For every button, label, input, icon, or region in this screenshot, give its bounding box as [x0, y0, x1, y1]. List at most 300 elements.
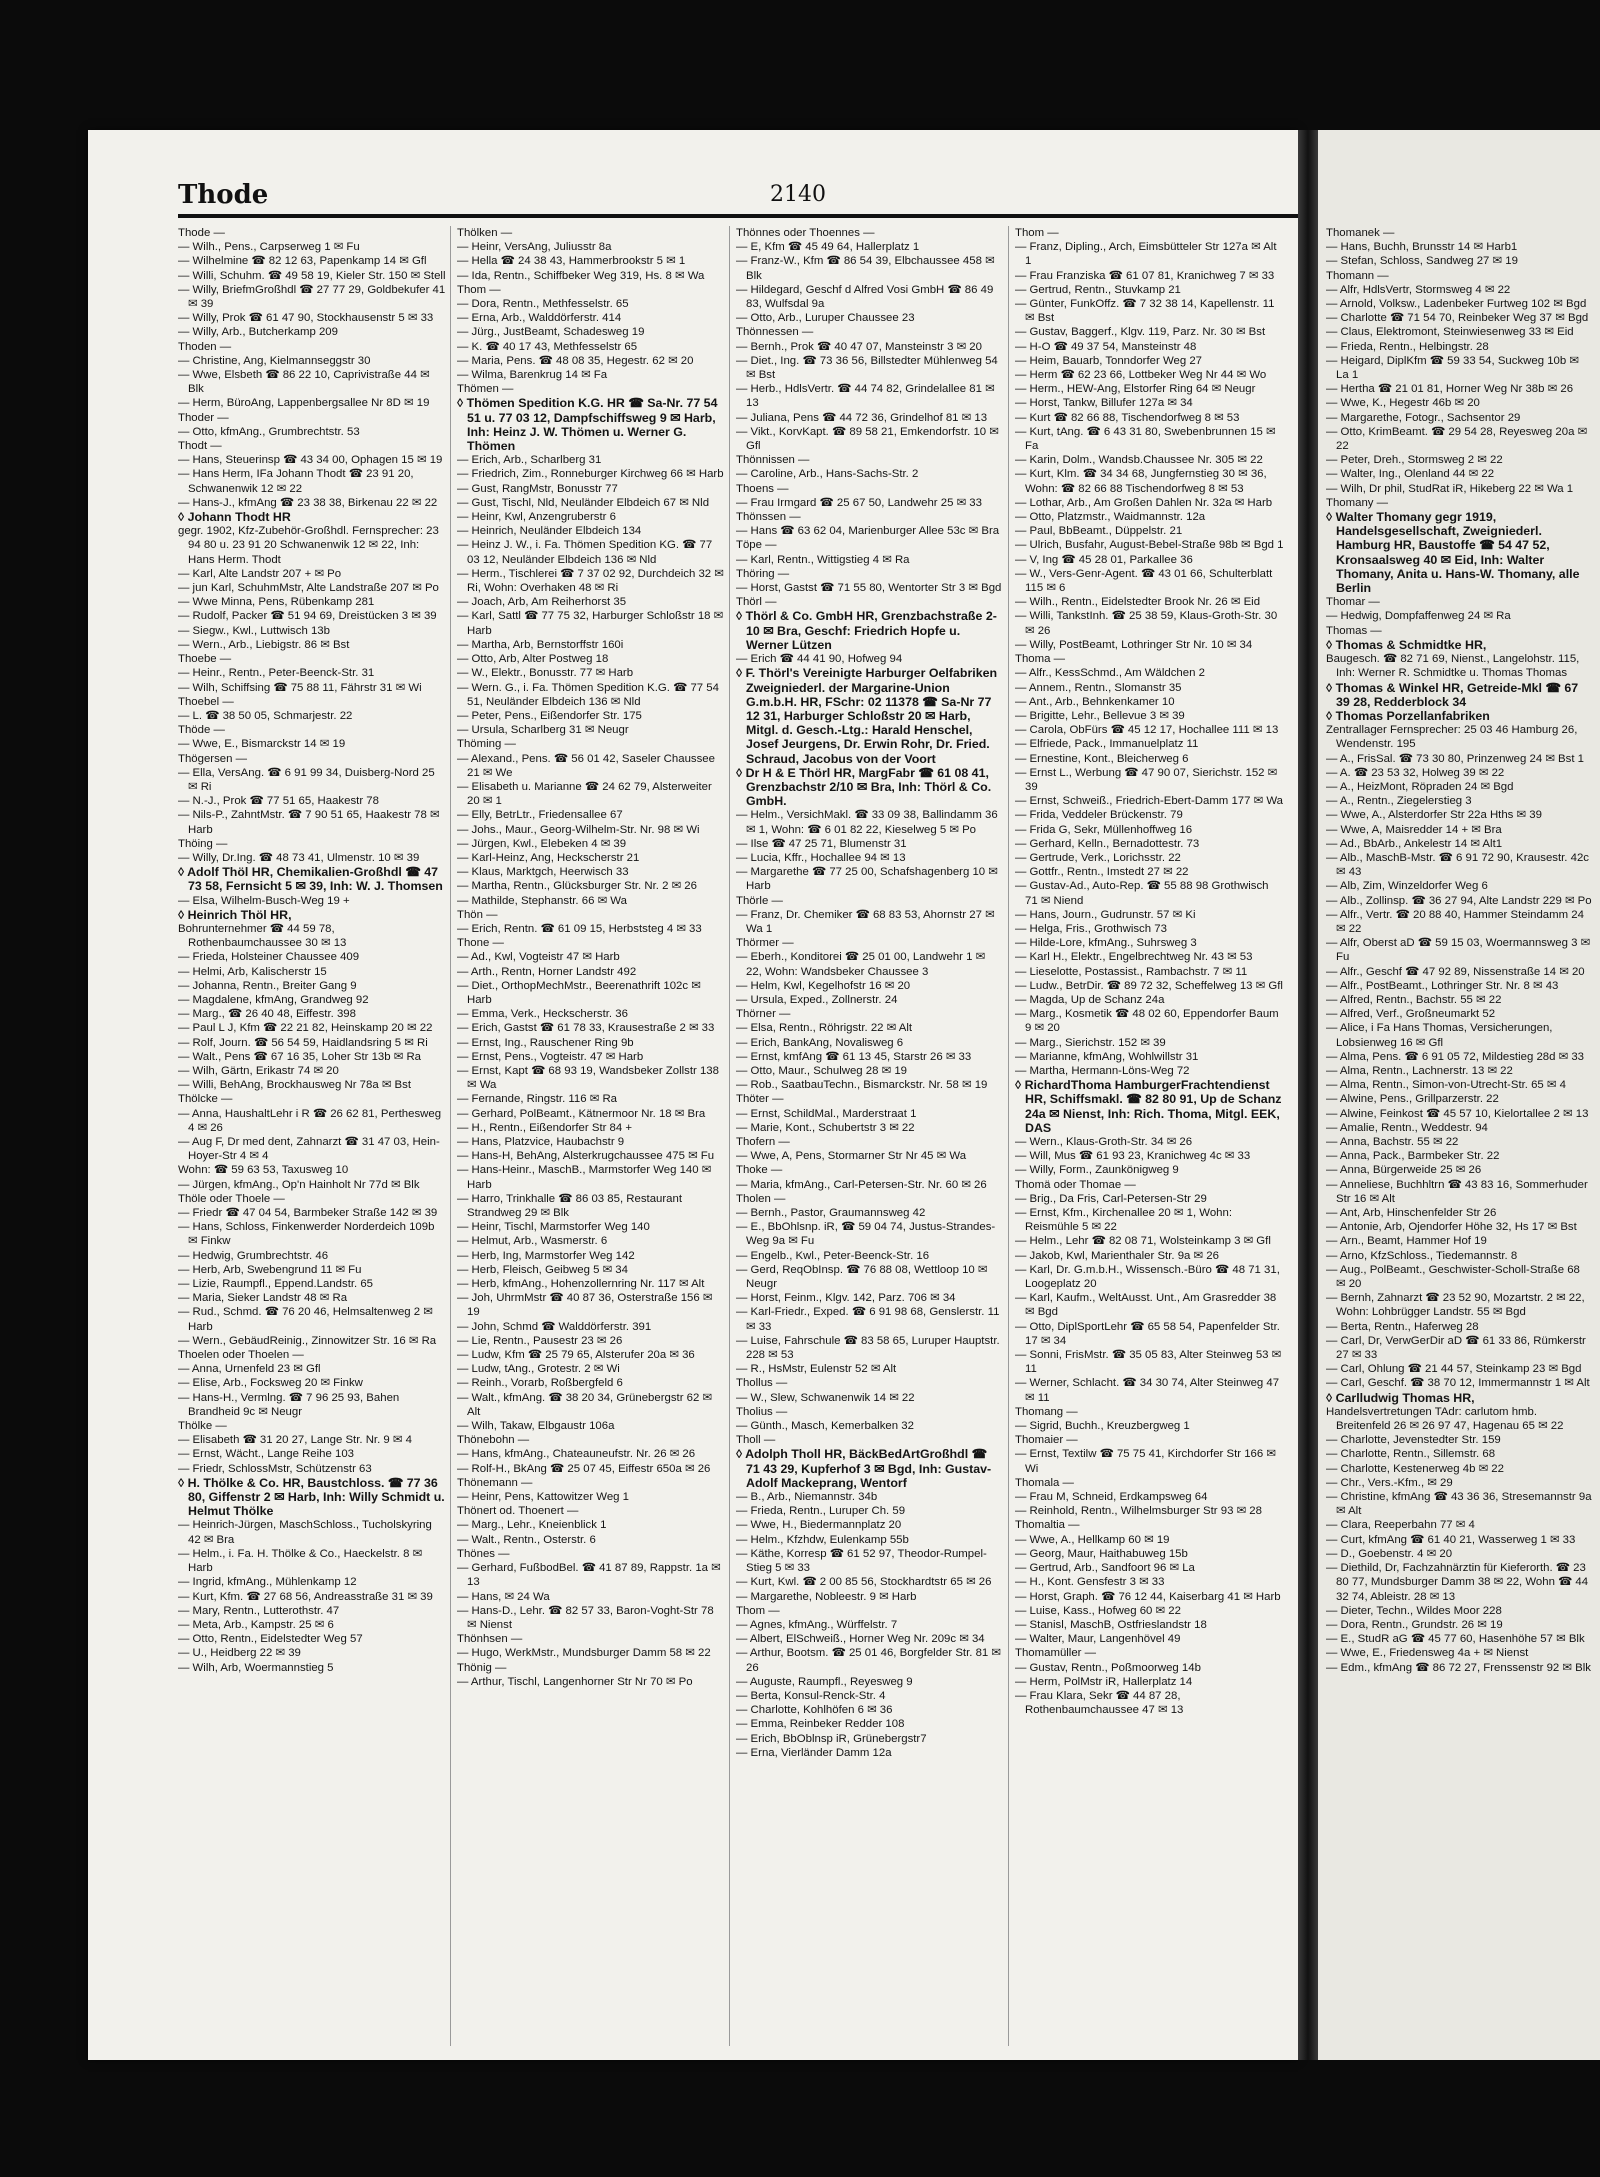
directory-entry: — Lie, Rentn., Pausestr 23 ✉ 26 [457, 1334, 623, 1347]
directory-entry: — Maria, Sieker Landstr 48 ✉ Ra [178, 1292, 348, 1305]
directory-entry: — Kurt, Kwl. ☎ 2 00 85 56, Stockhardtstr 65 ✉ 26 [736, 1576, 992, 1589]
directory-entry: — Fernande, Ringstr. 116 ✉ Ra [457, 1093, 618, 1106]
directory-entry: — Elisabeth ☎ 31 20 27, Lange Str. Nr. 9 ✉ 4 [178, 1434, 412, 1447]
directory-entry: Thomang — [1015, 1405, 1078, 1418]
directory-entry: — Rud., Schmd. ☎ 76 20 46, Helmsaltenweg 2 ✉ Harb [178, 1306, 433, 1333]
directory-entry: — Paul L J, Kfm ☎ 22 21 82, Heinskamp 20 ✉ 22 [178, 1022, 433, 1035]
directory-entry: — Wern. G., i. Fa. Thömen Spedition K.G. ☎ 77 54 51, Neuländer Elbdeich 136 ✉ Nld [457, 681, 719, 708]
directory-entry: — Ludw, Kfm ☎ 25 79 65, Alsterufer 20a ✉ 36 [457, 1349, 695, 1362]
directory-entry: — Wwe, E., Friedensweg 4a + ✉ Nienst [1326, 1647, 1529, 1660]
facing-page [1318, 130, 1600, 2060]
directory-entry: — Ernst, Ing., Rauschener Ring 9b [457, 1036, 634, 1049]
directory-entry: — Heinr., Rentn., Peter-Beenck-Str. 31 [178, 667, 375, 680]
directory-entry: — Dora, Rentn., Grundstr. 26 ✉ 19 [1326, 1618, 1503, 1631]
directory-entry: ◊ Thörl & Co. GmbH HR, Grenzbachstraße 2-10 ✉ Bra, Geschf: Friedrich Hopfe u. Werner Lützen [736, 609, 997, 652]
directory-entry: Thöle oder Thoele — [178, 1192, 285, 1205]
directory-entry: — jun Karl, SchuhmMstr, Alte Landstraße 207 ✉ Po [178, 582, 439, 595]
directory-entry: Thönebohn — [457, 1434, 530, 1447]
directory-entry: — Marg., ☎ 26 40 48, Eiffestr. 398 [178, 1008, 356, 1021]
directory-entry: — W., Vers-Genr-Agent. ☎ 43 01 66, Schulterblatt 115 ✉ 6 [1015, 567, 1273, 595]
directory-entry: — Erich, Arb., Scharlberg 31 [457, 454, 602, 467]
directory-entry: — Magda, Up de Schanz 24a [1015, 993, 1165, 1006]
directory-entry: — Hans ☎ 63 62 04, Marienburger Allee 53c ✉ Bra [736, 525, 1000, 538]
directory-entry: — Walt., kfmAng. ☎ 38 20 34, Grünebergstr 62 ✉ Alt [457, 1391, 713, 1418]
directory-entry: — Johanna, Rentn., Breiter Gang 9 [178, 979, 357, 992]
directory-entry: ◊ RichardThoma HamburgerFrachtendienst HR, Schiffsmakl. ☎ 82 80 91, Up de Schanz 24a ✉ Nienst, Inh: Rich. Thoma, Mitgl. EEK, DAS [1015, 1078, 1282, 1135]
directory-entry: — Alfr., Geschf ☎ 47 92 89, Nissenstraße 14 ✉ 20 [1326, 965, 1585, 978]
directory-entry: — Otto, Arb, Alter Postweg 18 [457, 653, 609, 666]
directory-entry: — Annem., Rentn., Slomanstr 35 [1015, 681, 1182, 694]
directory-entry: — Christine, kfmAng ☎ 43 36 36, Stresemannstr 9a ✉ Alt [1326, 1491, 1592, 1518]
directory-entry: Thomamüller — [1015, 1647, 1097, 1660]
directory-entry: ◊ Adolf Thöl HR, Chemikalien-Großhdl ☎ 47 73 58, Fernsicht 5 ✉ 39, Inh: W. J. Thomsen [178, 865, 443, 894]
directory-entry: — Ernst, Kfm., Kirchenallee 20 ✉ 1, Wohn: Reismühle 5 ✉ 22 [1015, 1207, 1232, 1234]
directory-entry: — Hella ☎ 24 38 43, Hammerbrookstr 5 ✉ 1 [457, 255, 686, 268]
directory-entry: — Berta, Konsul-Renck-Str. 4 [736, 1689, 886, 1702]
directory-entry: — Gertrud, Rentn., Stuvkamp 21 [1015, 283, 1181, 296]
directory-entry: — Elly, BetrLtr., Friedensallee 67 [457, 809, 623, 822]
directory-entry: — Mary, Rentn., Lutterothstr. 47 [178, 1604, 340, 1617]
directory-entry: — Otto, kfmAng., Grumbrechtstr. 53 [178, 425, 360, 438]
directory-entry: — Heinr, VersAng, Juliusstr 8a [457, 241, 612, 254]
directory-entry: — Harro, Trinkhalle ☎ 86 03 85, Restaurant Strandweg 29 ✉ Blk [457, 1192, 683, 1220]
directory-entry: Thömen — [457, 383, 514, 396]
directory-entry: — Johs., Maur., Georg-Wilhelm-Str. Nr. 98 ✉ Wi [457, 823, 700, 836]
directory-entry: — Helm., Lehr ☎ 82 08 71, Wolsteinkamp 3 ✉ Gfl [1015, 1235, 1271, 1248]
directory-entry: — Martha, Arb, Bernstorffstr 160i [457, 638, 624, 651]
directory-entry: Thomar — [1326, 596, 1380, 609]
directory-entry: Tholen — [736, 1192, 786, 1205]
directory-entry: — Helga, Fris., Grothwisch 73 [1015, 922, 1167, 935]
directory-entry: — Albert, ElSchweiß., Horner Weg Nr. 209c ✉ 34 [736, 1633, 985, 1646]
directory-entry: — Elsa, Rentn., Röhrigstr. 22 ✉ Alt [736, 1022, 913, 1035]
directory-entry: — U., Heidberg 22 ✉ 39 [178, 1647, 301, 1660]
directory-entry: — V, Ing ☎ 45 28 01, Parkallee 36 [1015, 553, 1193, 566]
directory-entry: — Margarethe, Nobleestr. 9 ✉ Harb [736, 1590, 917, 1603]
directory-column-4 [1015, 226, 1288, 2046]
directory-entry: ◊ F. Thörl's Vereinigte Harburger Oelfabriken Zweigniederl. der Margarine-Union G.m.b.H. HR, FSchr: 02 11378 ☎ Sa-Nr 77 12 31, Harburger Schloßstr 20 ✉ Harb, Mitgl. d. Gesch.-Ltg.: Harald Henschel, Josef Jeurgens, Dr. Erwin Rohr, Dr. Fried. Schraud, Jacobus von der Voort [736, 666, 998, 766]
directory-entry: — Diethild, Dr, Fachzahnärztin für Kieferorth. ☎ 23 80 77, Mundsburger Damm 38 ✉ 22, Wohn ☎ 44 32 74, Ableistr. 28 ✉ 13 [1326, 1562, 1589, 1603]
directory-entry: — Ulrich, Busfahr, August-Bebel-Straße 98b ✉ Bgd 1 [1015, 539, 1284, 552]
directory-entry: Thögersen — [178, 752, 248, 765]
directory-entry: — Erich, BbOblnsp iR, Grünebergstr7 [736, 1732, 927, 1745]
directory-entry: — Curt, kfmAng ☎ 61 40 21, Wasserweg 1 ✉ 33 [1326, 1533, 1576, 1546]
directory-entry: ◊ Dr H & E Thörl HR, MargFabr ☎ 61 08 41, Grenzbachstr 2/10 ✉ Bra, Inh: Thörl & Co. GmbH. [736, 765, 992, 809]
directory-entry: — Kurt, tAng. ☎ 6 43 31 80, Swebenbrunnen 15 ✉ Fa [1015, 425, 1276, 453]
directory-entry: — Anneliese, Buchhltrn ☎ 43 83 16, Sommerhuder Str 16 ✉ Alt [1326, 1178, 1588, 1205]
directory-entry: — Alfr, Oberst aD ☎ 59 15 03, Woermannsweg 3 ✉ Fu [1326, 937, 1591, 964]
directory-entry: Thöming — [457, 738, 516, 751]
directory-entry: Thom — [457, 283, 501, 296]
directory-entry: — H., Rentn., Eißendorfer Str 84 + [457, 1121, 633, 1134]
directory-entry: — Otto, DiplSportLehr ☎ 65 58 54, Papenfelder Str. 17 ✉ 34 [1015, 1320, 1280, 1347]
directory-entry: — Kurt, Kfm. ☎ 27 68 56, Andreasstraße 31 ✉ 39 [178, 1590, 433, 1603]
directory-entry: — Franz-W., Kfm ☎ 86 54 39, Elbchaussee 458 ✉ Blk [736, 255, 995, 282]
directory-entry: — Rolf-H., BkAng ☎ 25 07 45, Eiffestr 650a ✉ 26 [457, 1462, 711, 1475]
directory-entry: — Ursula, Scharlberg 31 ✉ Neugr [457, 724, 629, 737]
directory-entry: — Carl, Ohlung ☎ 21 44 57, Steinkamp 23 ✉ Bgd [1326, 1363, 1582, 1376]
directory-entry: — Charlotte, Jevenstedter Str. 159 [1326, 1434, 1501, 1447]
directory-entry: Thode — [178, 227, 225, 239]
directory-entry: — Gertrud, Arb., Sandfoort 96 ✉ La [1015, 1562, 1195, 1575]
directory-entry: Thone — [457, 937, 504, 950]
directory-entry: Thörle — [736, 894, 783, 907]
directory-entry: — Alfr., KessSchmd., Am Wäldchen 2 [1015, 667, 1205, 680]
directory-entry: — Willy, Dr.Ing. ☎ 48 73 41, Ulmenstr. 10 ✉ 39 [178, 851, 420, 864]
directory-entry: Thöing — [178, 837, 228, 850]
directory-entry: Bohrunternehmer ☎ 44 59 78, Rothenbaumchaussee 30 ✉ 13 [178, 922, 347, 950]
directory-entry: Thoebe — [178, 653, 232, 666]
directory-entry: — Anna, Urnenfeld 23 ✉ Gfl [178, 1363, 321, 1376]
directory-entry: — Anna, Pack., Barmbeker Str. 22 [1326, 1150, 1500, 1163]
directory-entry: — Bernh, Zahnarzt ☎ 23 52 90, Mozartstr. 2 ✉ 22, Wohn: Lohbrügger Landstr. 55 ✉ Bgd [1326, 1292, 1585, 1319]
directory-entry: — Karin, Dolm., Wandsb.Chaussee Nr. 305 ✉ 22 [1015, 454, 1263, 467]
directory-entry: — Willy, PostBeamt, Lothringer Str Nr. 10 ✉ 34 [1015, 638, 1253, 651]
directory-entry: — Horst, Tankw, Billufer 127a ✉ 34 [1015, 397, 1193, 410]
directory-entry: — Brigitte, Lehr., Bellevue 3 ✉ 39 [1015, 709, 1185, 722]
directory-entry: Baugesch. ☎ 82 71 69, Nienst., Langelohstr. 115, Inh: Werner R. Schmidtke u. Thomas Thomas [1326, 653, 1580, 680]
directory-entry: — Frieda, Rentn., Helbingstr. 28 [1326, 340, 1489, 353]
directory-entry: — Elise, Arb., Focksweg 20 ✉ Finkw [178, 1377, 363, 1390]
directory-entry: — Aug., PolBeamt., Geschwister-Scholl-Straße 68 ✉ 20 [1326, 1263, 1580, 1291]
directory-entry: — Kurt ☎ 82 66 88, Tischendorfweg 8 ✉ 53 [1015, 411, 1240, 424]
directory-entry: — Wern., GebäudReinig., Zinnowitzer Str. 16 ✉ Ra [178, 1334, 437, 1347]
directory-entry: — Heinr, Tischl, Marmstorfer Weg 140 [457, 1221, 650, 1234]
directory-entry: — Herm ☎ 62 23 66, Lottbeker Weg Nr 44 ✉ Wo [1015, 369, 1267, 382]
directory-entry: — Alfr, HdlsVertr, Stormsweg 4 ✉ 22 [1326, 283, 1511, 296]
directory-entry: — Ernst, kmfAng ☎ 61 13 45, Starstr 26 ✉ 33 [736, 1050, 972, 1063]
directory-entry: — Frau Franziska ☎ 61 07 81, Kranichweg 7 ✉ 33 [1015, 269, 1275, 282]
directory-entry: — Hertha ☎ 21 01 81, Horner Weg Nr 38b ✉ 26 [1326, 383, 1574, 396]
directory-entry: — Jakob, Kwl, Marienthaler Str. 9a ✉ 26 [1015, 1249, 1219, 1262]
directory-entry: Thoelen oder Thoelen — [178, 1349, 304, 1362]
directory-entry: — Friedr, SchlossMstr, Schützenstr 63 [178, 1462, 372, 1475]
directory-page [88, 130, 1298, 2060]
directory-entry: ◊ Johann Thodt HR [178, 510, 291, 525]
directory-entry: ◊ Thomas Porzellanfabriken [1326, 708, 1490, 723]
directory-entry: — Emma, Verk., Heckscherstr. 36 [457, 1008, 628, 1021]
directory-entry: — Alma, Pens. ☎ 6 91 05 72, Mildestieg 28d ✉ 33 [1326, 1050, 1585, 1063]
directory-entry: — Hildegard, Geschf d Alfred Vosi GmbH ☎ 86 49 83, Wulfsdal 9a [736, 283, 994, 311]
directory-entry: — Gerhard, PolBeamt., Kätnermoor Nr. 18 ✉ Bra [457, 1107, 706, 1120]
directory-entry: — Heinrich, Neuländer Elbdeich 134 [457, 525, 642, 538]
directory-entry: — Rob., SaatbauTechn., Bismarckstr. Nr. 58 ✉ 19 [736, 1079, 988, 1092]
directory-entry: Thönert od. Thoenert — [457, 1505, 579, 1518]
directory-entry: — Ant., Arb., Behnkenkamer 10 [1015, 695, 1175, 708]
directory-entry: — Gottfr., Rentn., Imstedt 27 ✉ 22 [1015, 866, 1189, 879]
directory-entry: — Wern., Klaus-Groth-Str. 34 ✉ 26 [1015, 1136, 1193, 1148]
directory-entry: — Margarethe ☎ 77 25 00, Schafshagenberg 10 ✉ Harb [736, 866, 998, 893]
directory-entry: — W., Elektr., Bonusstr. 77 ✉ Harb [457, 667, 634, 680]
directory-entry: — Wwe, E., Bismarckstr 14 ✉ 19 [178, 738, 346, 751]
directory-entry: — Günth., Masch, Kemerbalken 32 [736, 1420, 914, 1433]
directory-entry: — Karl, Dr. G.m.b.H., Wissensch.-Büro ☎ 48 71 31, Loogeplatz 20 [1015, 1263, 1280, 1291]
directory-entry: — Arnold, Volksw., Ladenbeker Furtweg 102 ✉ Bgd [1326, 298, 1587, 311]
directory-entry: — Helm., VersichMakl. ☎ 33 09 38, Ballindamm 36 ✉ 1, Wohn: ☎ 6 01 82 22, Kieselweg 5 ✉ Po [736, 809, 998, 836]
directory-entry: Thomany — [1326, 496, 1389, 509]
directory-entry: — Margarethe, Fotogr., Sachsentor 29 [1326, 411, 1521, 424]
directory-entry: — Wwe, H., Biedermannplatz 20 [736, 1519, 902, 1532]
book-gutter [1298, 130, 1318, 2060]
directory-entry: Thoens — [736, 482, 789, 495]
directory-entry: ◊ Walter Thomany gegr 1919, Handelsgesellschaft, Zweigniederl. Hamburg HR, Baustoffe ☎ 54 47 52, Kronsaalsweg 40 ✉ Eid, Inh: Walter Thomany, Anita u. Hans-W. Thomany, alle Berlin [1326, 510, 1580, 596]
directory-entry: Zentrallager Fernsprecher: 25 03 46 Hamburg 26, Wendenstr. 195 [1326, 724, 1578, 751]
directory-entry: — Karl-Friedr., Exped. ☎ 6 91 98 68, Genslerstr. 11 ✉ 33 [736, 1306, 1000, 1333]
directory-entry: — Alb., MaschB-Mstr. ☎ 6 91 72 90, Krausestr. 42c ✉ 43 [1326, 851, 1589, 879]
directory-entry: Thönnes oder Thoennes — [736, 227, 875, 239]
directory-entry: — Sonni, FrisMstr. ☎ 35 05 83, Alter Steinweg 53 ✉ 11 [1015, 1349, 1282, 1376]
directory-entry: — Marianne, kfmAng, Wohlwillstr 31 [1015, 1050, 1199, 1063]
directory-entry: — Chr., Vers.-Kfm., ✉ 29 [1326, 1476, 1453, 1489]
directory-entry: — Otto, KrimBeamt. ☎ 29 54 28, Reyesweg 20a ✉ 22 [1326, 425, 1588, 453]
directory-entry: — Hedwig, Grumbrechtstr. 46 [178, 1249, 329, 1262]
directory-entry: — Gustav, Rentn., Poßmoorweg 14b [1015, 1661, 1201, 1674]
directory-entry: — Gustav-Ad., Auto-Rep. ☎ 55 88 98 Grothwisch 71 ✉ Niend [1015, 880, 1269, 907]
directory-entry: — Günter, FunkOffz. ☎ 7 32 38 14, Kapellenstr. 11 ✉ Bst [1015, 298, 1275, 325]
directory-entry: — Stefan, Schloss, Sandweg 27 ✉ 19 [1326, 255, 1518, 268]
directory-entry: — Ludw, tAng., Grotestr. 2 ✉ Wi [457, 1363, 620, 1376]
directory-entry: — Magdalene, kfmAng, Grandweg 92 [178, 993, 369, 1006]
facing-page-column [1326, 226, 1596, 2046]
directory-entry: — Elisabeth u. Marianne ☎ 24 62 79, Alsterweiter 20 ✉ 1 [457, 780, 712, 808]
directory-entry: — Heinr, Pens, Kattowitzer Weg 1 [457, 1491, 629, 1504]
directory-entry: — Wilh, Schiffsing ☎ 75 88 11, Fährstr 31 ✉ Wi [178, 681, 422, 694]
directory-entry: — Otto, Rentn., Eidelstedter Weg 57 [178, 1633, 363, 1646]
directory-entry: — Jürgen, kfmAng., Op'n Hainholt Nr 77d ✉ Blk [178, 1178, 420, 1191]
directory-entry: — Ernst, Textilw ☎ 75 75 41, Kirchdorfer Str 166 ✉ Wi [1015, 1448, 1276, 1475]
directory-entry: — D., Goebenstr. 4 ✉ 20 [1326, 1547, 1453, 1560]
directory-entry: Thomaier — [1015, 1434, 1078, 1447]
directory-entry: — Franz, Dipling., Arch, Eimsbütteler Str 127a ✉ Alt 1 [1015, 241, 1277, 268]
directory-entry: — Wilh., Pens., Carpserweg 1 ✉ Fu [178, 241, 360, 254]
directory-entry: — Horst, Feinm., Klgv. 142, Parz. 706 ✉ 34 [736, 1292, 956, 1305]
directory-entry: — Ernst, Kapt ☎ 68 93 19, Wandsbeker Zollstr 138 ✉ Wa [457, 1064, 719, 1092]
directory-columns [178, 226, 1298, 2046]
directory-entry: — Willy, BriefmGroßhdl ☎ 27 77 29, Goldbekufer 41 ✉ 39 [178, 283, 446, 311]
directory-entry: — Otto, Maur., Schulweg 28 ✉ 19 [736, 1064, 907, 1077]
directory-entry: Thomä oder Thomae — [1015, 1178, 1136, 1191]
directory-entry: — Heim, Bauarb, Tonndorfer Weg 27 [1015, 354, 1202, 367]
directory-entry: — Reinhold, Rentn., Wilhelmsburger Str 93 ✉ 28 [1015, 1505, 1262, 1518]
directory-entry: — Hans, kfmAng., Chateauneufstr. Nr. 26 ✉ 26 [457, 1448, 696, 1461]
directory-entry: — Frida, Veddeler Brückenstr. 79 [1015, 809, 1183, 822]
directory-entry: Tholius — [736, 1405, 788, 1418]
directory-entry: — Ad., Kwl, Vogteistr 47 ✉ Harb [457, 951, 620, 964]
directory-entry: — Gerhard, FußbodBel. ☎ 41 87 89, Rappstr. 1a ✉ 13 [457, 1562, 721, 1589]
directory-entry: — Caroline, Arb., Hans-Sachs-Str. 2 [736, 468, 919, 481]
directory-entry: — Karl H., Elektr., Engelbrechtweg Nr. 43 ✉ 53 [1015, 951, 1253, 964]
directory-entry: — Alfr., PostBeamt., Lothringer Str. Nr. 8 ✉ 43 [1326, 979, 1559, 992]
directory-entry: — Horst, Graph. ☎ 76 12 44, Kaiserbarg 41 ✉ Harb [1015, 1590, 1281, 1603]
directory-entry: — Walt., Pens ☎ 67 16 35, Loher Str 13b ✉ Ra [178, 1050, 422, 1063]
directory-entry: — Anna, Bürgerweide 25 ✉ 26 [1326, 1164, 1482, 1177]
directory-entry: — E., BbOhlsnp. iR, ☎ 59 04 74, Justus-Strandes-Weg 9a ✉ Fu [736, 1221, 996, 1248]
directory-entry: — Charlotte, Rentn., Sillemstr. 68 [1326, 1448, 1496, 1461]
directory-entry: — Hans, Steuerinsp ☎ 43 34 00, Ophagen 15 ✉ 19 [178, 454, 443, 467]
directory-entry: — Arthur, Bootsm. ☎ 25 01 46, Borgfelder Str. 81 ✉ 26 [736, 1647, 1001, 1674]
directory-entry: gegr. 1902, Kfz-Zubehör-Großhdl. Fernsprecher: 23 94 80 u. 23 91 20 Schwanenwik 12 ✉ 22, Inh: Hans Herm. Thodt [178, 525, 439, 566]
directory-entry: — Arthur, Tischl, Langenhorner Str Nr 70 ✉ Po [457, 1675, 693, 1688]
directory-entry: Thönssen — [736, 511, 801, 524]
directory-entry: — Erna, Arb., Walddörferstr. 414 [457, 312, 622, 325]
directory-entry: — Erich, Gastst ☎ 61 78 33, Krausestraße 2 ✉ 33 [457, 1022, 715, 1035]
directory-entry: — Herb, Arb, Swebengrund 11 ✉ Fu [178, 1263, 362, 1276]
directory-entry: — Wern., Arb., Liebigstr. 86 ✉ Bst [178, 638, 350, 651]
directory-entry: — Ludw., BetrDir. ☎ 89 72 32, Scheffelweg 13 ✉ Gfl [1015, 979, 1283, 992]
directory-entry: — Alice, i Fa Hans Thomas, Versicherungen, Lobsienweg 16 ✉ Gfl [1326, 1022, 1553, 1049]
header-rule [178, 214, 1298, 218]
directory-entry: — Herm., Tischlerei ☎ 7 37 02 92, Durchdeich 32 ✉ Ri, Wohn: Overhaken 48 ✉ Ri [457, 567, 724, 595]
directory-entry: — Mathilde, Stephanstr. 66 ✉ Wa [457, 894, 627, 907]
directory-entry: — Martha, Hermann-Löns-Weg 72 [1015, 1064, 1190, 1077]
directory-entry: — L. ☎ 38 50 05, Schmarjestr. 22 [178, 709, 353, 722]
directory-entry: — Herm, PolMstr iR, Hallerplatz 14 [1015, 1675, 1193, 1688]
directory-entry: — Walter, Ing., Olenland 44 ✉ 22 [1326, 468, 1495, 481]
directory-entry: Thönhsen — [457, 1633, 523, 1646]
directory-entry: — Heinrich-Jürgen, MaschSchloss., Tucholskyring 42 ✉ Bra [178, 1519, 432, 1546]
directory-entry: — Karl-Heinz, Ang, Heckscherstr 21 [457, 851, 640, 864]
directory-entry: Thoebel — [178, 695, 234, 708]
directory-entry: — Sigrid, Buchh., Kreuzbergweg 1 [1015, 1420, 1190, 1433]
running-head: Thode [178, 180, 269, 210]
directory-entry: — Gust, Tischl, Nld, Neuländer Elbdeich 67 ✉ Nld [457, 496, 710, 509]
directory-entry: — Helmi, Arb, Kalischerstr 15 [178, 965, 327, 978]
directory-entry: Thoden — [178, 340, 232, 353]
directory-entry: — Luise, Fahrschule ☎ 83 58 65, Luruper Hauptstr. 228 ✉ 53 [736, 1334, 1000, 1362]
directory-entry: — Charlotte, Kestenerweg 4b ✉ 22 [1326, 1462, 1504, 1475]
directory-entry: — Frieda, Holsteiner Chaussee 409 [178, 951, 360, 964]
directory-entry: — Horst, Gastst ☎ 71 55 80, Wentorter Str 3 ✉ Bgd [736, 582, 1002, 595]
directory-entry: — Käthe, Korresp ☎ 61 52 97, Theodor-Rumpel-Stieg 5 ✉ 33 [736, 1547, 987, 1575]
directory-entry: — Herb, Fleisch, Geibweg 5 ✉ 34 [457, 1263, 628, 1276]
directory-entry: Thöde — [178, 724, 225, 737]
directory-entry: — Luise, Kass., Hofweg 60 ✉ 22 [1015, 1604, 1181, 1617]
directory-entry: ◊ Heinrich Thöl HR, [178, 907, 292, 922]
directory-entry: — Diet., Ing. ☎ 73 36 56, Billstedter Mühlenweg 54 ✉ Bst [736, 354, 998, 382]
directory-entry: — Ernst, Pens., Vogteistr. 47 ✉ Harb [457, 1050, 644, 1063]
directory-entry: — Franz, Dr. Chemiker ☎ 68 83 53, Ahornstr 27 ✉ Wa 1 [736, 908, 995, 935]
directory-entry: ◊ Carlludwig Thomas HR, [1326, 1390, 1475, 1405]
directory-entry: — Wwe Minna, Pens, Rübenkamp 281 [178, 596, 375, 609]
directory-entry: — Alb., Zollinsp. ☎ 36 27 94, Alte Landstr 229 ✉ Po [1326, 894, 1592, 907]
directory-entry: — Peter, Pens., Eißendorfer Str. 175 [457, 709, 642, 722]
directory-entry: — Herm., HEW-Ang, Elstorfer Ring 64 ✉ Neugr [1015, 383, 1256, 396]
directory-entry: — Willy, Arb., Butcherkamp 209 [178, 326, 338, 339]
directory-entry: — A. ☎ 23 53 32, Holweg 39 ✉ 22 [1326, 766, 1505, 779]
directory-entry: — Marie, Kont., Schubertstr 3 ✉ 22 [736, 1121, 915, 1134]
directory-entry: Thölcke — [178, 1093, 233, 1106]
directory-entry: — Willi, BehAng, Brockhausweg Nr 78a ✉ Bst [178, 1079, 412, 1092]
directory-entry: Thom — [1015, 227, 1059, 239]
directory-entry: — Hans, ✉ 24 Wa [457, 1590, 550, 1603]
directory-entry: — Alwine, Pens., Grillparzerstr. 22 [1326, 1093, 1499, 1106]
directory-entry: — Rolf, Journ. ☎ 56 54 59, Haidlandsring 5 ✉ Ri [178, 1036, 428, 1049]
directory-entry: — Heigard, DiplKfm ☎ 59 33 54, Suckweg 10b ✉ La 1 [1326, 354, 1579, 382]
directory-entry: — Ida, Rentn., Schiffbeker Weg 319, Hs. 8 ✉ Wa [457, 269, 705, 282]
directory-entry: — Willy, Form., Zaunkönigweg 9 [1015, 1164, 1179, 1177]
directory-column-2 [457, 226, 730, 2046]
directory-entry: — Martha, Rentn., Glücksburger Str. Nr. 2 ✉ 26 [457, 880, 697, 893]
directory-entry: — Marg., Lehr., Kneienblick 1 [457, 1519, 607, 1532]
directory-entry: — Lothar, Arb., Am Großen Dahlen Nr. 32a ✉ Harb [1015, 496, 1273, 509]
directory-entry: Thönes — [457, 1547, 510, 1560]
directory-entry: — Karl, Kaufm., WeltAusst. Unt., Am Grasredder 38 ✉ Bgd [1015, 1292, 1277, 1319]
directory-entry: — Anna, Bachstr. 55 ✉ 22 [1326, 1136, 1459, 1148]
directory-entry: — Hans-H, BehAng, Alsterkrugchaussee 475 ✉ Fu [457, 1150, 715, 1163]
directory-entry: Thodt — [178, 440, 222, 453]
directory-entry: — Berta, Rentn., Haferweg 28 [1326, 1320, 1479, 1333]
directory-entry: — Frau M, Schneid, Erdkampsweg 64 [1015, 1491, 1208, 1504]
directory-entry: — Karl, Alte Landstr 207 + ✉ Po [178, 567, 342, 580]
directory-entry: — Hans, Platzvice, Haubachstr 9 [457, 1136, 625, 1148]
directory-entry: — Alma, Rentn., Lachnerstr. 13 ✉ 22 [1326, 1064, 1513, 1077]
directory-entry: — Alfr., Vertr. ☎ 20 88 40, Hammer Steindamm 24 ✉ 22 [1326, 908, 1584, 935]
directory-entry: — Rudolf, Packer ☎ 51 94 69, Dreistücken 3 ✉ 39 [178, 610, 437, 623]
directory-entry: — Helm, Kwl, Kegelhofstr 16 ✉ 20 [736, 979, 911, 992]
directory-entry: — Joh, UhrmMstr ☎ 40 87 36, Osterstraße 156 ✉ 19 [457, 1292, 713, 1319]
directory-entry: — Frida G, Sekr, Müllenhoffweg 16 [1015, 823, 1193, 836]
directory-entry: — Wwe, A., Hellkamp 60 ✉ 19 [1015, 1533, 1170, 1546]
directory-entry: — Vikt., KorvKapt. ☎ 89 58 21, Emkendorfstr. 10 ✉ Gfl [736, 425, 999, 453]
page-number: 2140 [770, 182, 826, 207]
directory-entry: — Christine, Ang, Kielmannseggstr 30 [178, 354, 371, 367]
directory-entry: — Alfred, Rentn., Bachstr. 55 ✉ 22 [1326, 993, 1502, 1006]
directory-entry: — Hilde-Lore, kfmAng., Suhrsweg 3 [1015, 937, 1197, 950]
directory-entry: — Maria, kfmAng., Carl-Petersen-Str. Nr. 60 ✉ 26 [736, 1178, 987, 1191]
directory-entry: Töpe — [736, 539, 777, 552]
directory-entry: — Arn., Beamt, Hammer Hof 19 [1326, 1235, 1487, 1248]
directory-entry: — Walter, Maur, Langenhövel 49 [1015, 1633, 1181, 1646]
directory-entry: — Otto, Arb., Luruper Chaussee 23 [736, 312, 915, 325]
directory-entry: ◊ Thömen Spedition K.G. HR ☎ Sa-Nr. 77 54 51 u. 77 03 12, Dampfschiffsweg 9 ✉ Harb, Inh: Heinz J. W. Thömen u. Werner G. Thömen [457, 396, 718, 454]
directory-entry: Thöring — [736, 567, 790, 580]
directory-entry: Thönemann — [457, 1476, 533, 1489]
directory-entry: — Bernh., Prok ☎ 40 47 07, Mansteinstr 3 ✉ 20 [736, 340, 982, 353]
directory-entry: Thönnissen — [736, 454, 810, 467]
directory-column-3 [736, 226, 1009, 2046]
directory-entry: — Ilse ☎ 47 25 71, Blumenstr 31 [736, 837, 907, 850]
directory-entry: — E, Kfm ☎ 45 49 64, Hallerplatz 1 [736, 241, 920, 254]
directory-entry: — Erna, Vierländer Damm 12a [736, 1746, 892, 1759]
directory-entry: — Meta, Arb., Kampstr. 25 ✉ 6 [178, 1618, 334, 1631]
directory-entry: — B., Arb., Niemannstr. 34b [736, 1491, 878, 1504]
directory-entry: — Juliana, Pens ☎ 44 72 36, Grindelhof 81 ✉ 13 [736, 411, 988, 424]
directory-entry: — Hans-J., kfmAng ☎ 23 38 38, Birkenau 22 ✉ 22 [178, 496, 438, 509]
directory-entry: — John, Schmd ☎ Walddörferstr. 391 [457, 1320, 652, 1333]
directory-entry: — Walt., Rentn., Osterstr. 6 [457, 1533, 596, 1546]
directory-entry: Thölke — [178, 1420, 227, 1433]
directory-entry: Thönig — [457, 1661, 507, 1674]
directory-entry: — Otto, Platzmstr., Waidmannstr. 12a [1015, 511, 1206, 524]
directory-entry: — H., Kont. Gensfestr 3 ✉ 33 [1015, 1576, 1165, 1589]
directory-entry: — Reinh., Vorarb, Roßbergfeld 6 [457, 1377, 623, 1390]
directory-entry: — Anna, HaushaltLehr i R ☎ 26 62 81, Perthesweg 4 ✉ 26 [178, 1107, 442, 1134]
directory-entry: — Werner, Schlacht. ☎ 34 30 74, Alter Steinweg 47 ✉ 11 [1015, 1377, 1280, 1404]
directory-entry: — Charlotte ☎ 71 54 70, Reinbeker Weg 37 ✉ Bgd [1326, 312, 1589, 325]
directory-entry: Thön — [457, 908, 498, 921]
directory-entry: — Gerhard, Kelln., Bernadottestr. 73 [1015, 837, 1200, 850]
directory-entry: — Alb, Zim, Winzeldorfer Weg 6 [1326, 880, 1488, 893]
directory-entry: Thomanek — [1326, 227, 1395, 239]
directory-column-1 [178, 226, 451, 2046]
directory-entry: — Stanisl, MaschB, Ostfrieslandstr 18 [1015, 1618, 1207, 1631]
directory-entry: — Carl, Dr, VerwGerDir aD ☎ 61 33 86, Rümkerstr 27 ✉ 33 [1326, 1334, 1586, 1362]
directory-entry: — Friedrich, Zim., Ronneburger Kirchweg 66 ✉ Harb [457, 468, 724, 481]
directory-entry: — Hans-Heinr., MaschB., Marmstorfer Weg 140 ✉ Harb [457, 1164, 712, 1191]
directory-entry: — Ernst L., Werbung ☎ 47 90 07, Sierichstr. 152 ✉ 39 [1015, 766, 1278, 793]
directory-entry: ◊ Thomas & Winkel HR, Getreide-Mkl ☎ 67 39 28, Redderblock 34 [1326, 680, 1579, 709]
directory-entry: Thoke — [736, 1164, 783, 1177]
